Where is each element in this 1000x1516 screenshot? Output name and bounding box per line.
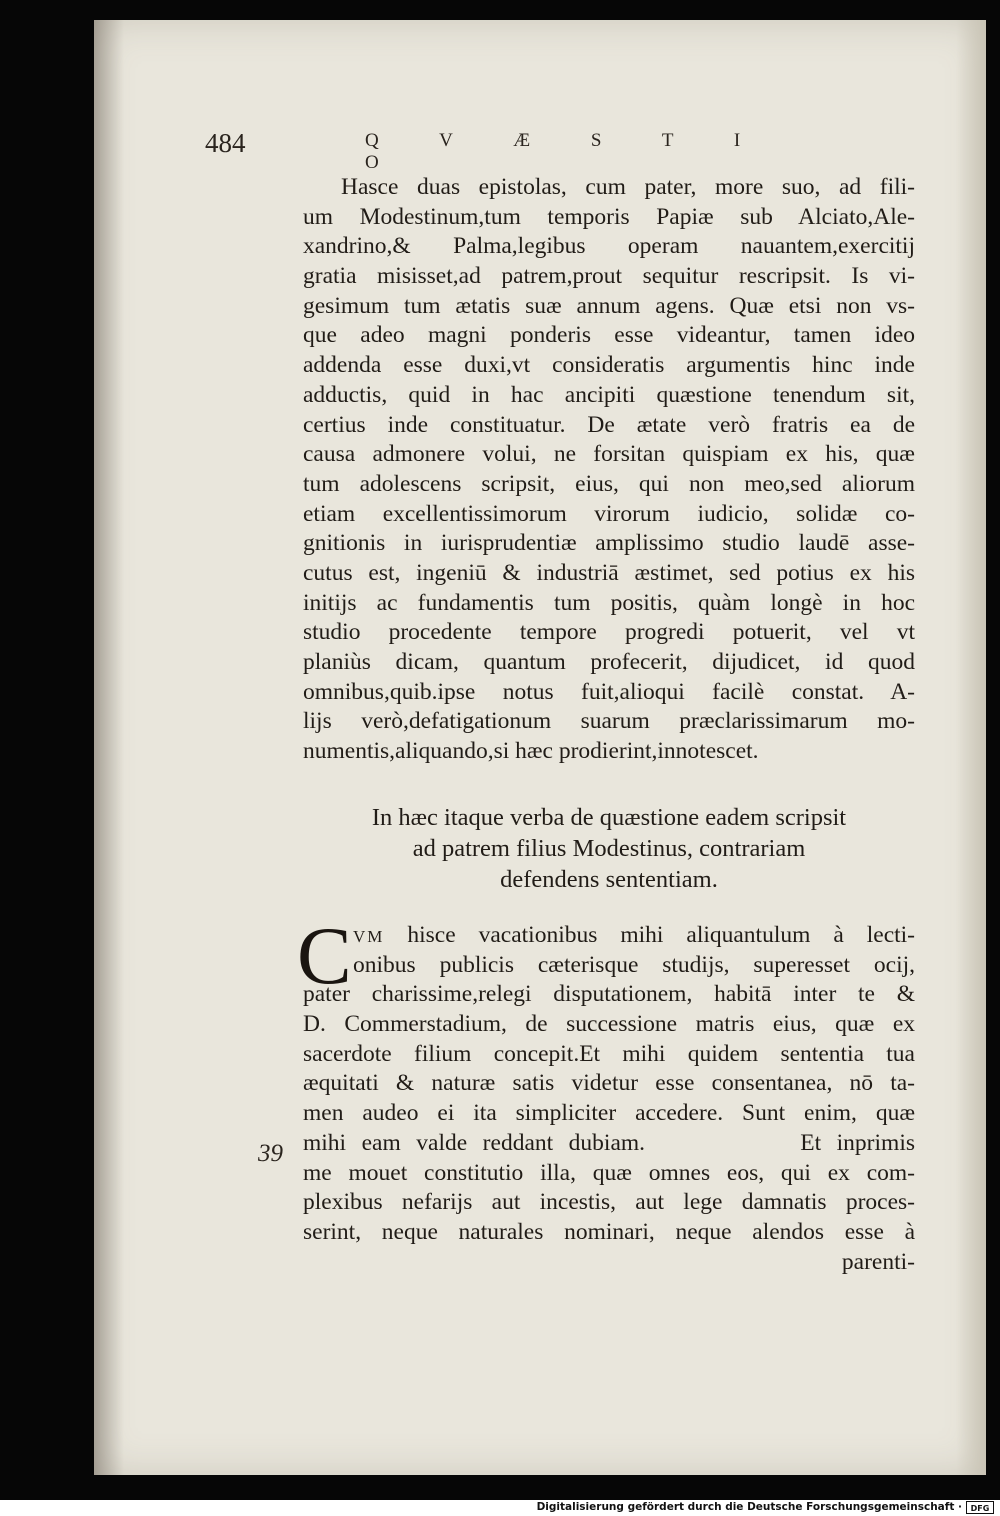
text-line: gratia misisset,ad patrem,prout sequitur rescripsit. Is vi- — [303, 263, 915, 290]
text-line: serint, neque naturales nominari, neque alendos esse à — [303, 1218, 915, 1245]
text-line: etiam excellentissimorum virorum iudicio, solidæ co- — [303, 500, 915, 527]
text-line: que adeo magni ponderis esse videantur, tamen ideo — [303, 322, 915, 349]
drop-cap: C — [297, 910, 352, 1001]
text-line: certius inde constituatur. De ætate verò fratris ea de — [303, 411, 915, 438]
footer-credit: Digitalisierung gefördert durch die Deutsche Forschungsgemeinschaft · — [536, 1501, 962, 1513]
text-line — [303, 921, 915, 951]
catchword: parenti- — [841, 1248, 915, 1275]
text-line: æquitati & naturæ satis videtur esse consentanea, nō ta- — [303, 1070, 915, 1097]
running-title: Q V Æ S T I O — [365, 130, 764, 173]
text-line: planiùs dicam, quantum profecerit, dijudicet, id quod — [303, 649, 915, 675]
page-header — [205, 128, 765, 173]
heading-line: defendens sententiam. — [500, 866, 718, 893]
section2-text — [297, 910, 916, 1277]
text-line: cutus est, ingeniū & industriā æstimet, sed potius ex his — [303, 559, 915, 586]
text-line: gesimum tum ætatis suæ annum agens. Quæ etsi non vs- — [303, 292, 915, 319]
gutter-shadow — [94, 20, 124, 1475]
text-line: omnibus,quib.ipse notus fuit,alioqui facilè constat. A- — [303, 678, 915, 705]
text-line: um Modestinum,tum temporis Papiæ sub Alciato,Ale- — [303, 203, 915, 230]
text-line: onibus publicis cæterisque studijs, superesset ocij, — [353, 951, 915, 978]
text-line: xandrino,& Palma,legibus operam nauantem,exercitij — [303, 233, 915, 260]
text-line: addenda esse duxi,vt consideratis argumentis hinc inde — [303, 352, 915, 379]
section-heading — [303, 802, 915, 895]
text-line: gnitionis in iurisprudentiæ amplissimo studio laudē asse- — [303, 530, 915, 557]
text-line: pater charissime,relegi disputationem, habitā inter te & — [303, 981, 915, 1008]
page-edge — [956, 20, 986, 1475]
text-line: numentis,aliquando,si hæc prodierint,innotescet. — [303, 738, 759, 765]
text-line: men audeo ei ita simpliciter accedere. Sunt enim, quæ — [303, 1100, 915, 1127]
text-line: me mouet constitutio illa, quæ omnes eos, qui ex com- — [303, 1159, 915, 1186]
text-line: causa admonere volui, ne forsitan quispiam ex his, quæ — [303, 441, 915, 468]
text-line: sacerdote filium concepit.Et mihi quidem sententia tua — [303, 1040, 915, 1067]
heading-line: ad patrem filius Modestinus, contrariam — [412, 835, 806, 862]
text-line: Hasce duas epistolas, cum pater, more suo, ad fili- — [341, 174, 915, 200]
text-line: adductis, quid in hac ancipiti quæstione tenendum sit, — [303, 381, 915, 408]
heading-line: In hæc itaque verba de quæstione eadem scripsit — [371, 804, 847, 831]
text-line: D. Commerstadium, de successione matris eius, quæ ex — [303, 1011, 915, 1038]
text-line: studio procedente tempore progredi potuerit, vel vt — [303, 619, 915, 646]
text-line: mihi eam valde reddant dubiam. Et inprimis — [303, 1129, 915, 1156]
first-line-text: hisce vacationibus mihi aliquantulum à lecti- — [407, 922, 916, 948]
small-caps-word: VM — [353, 927, 385, 946]
text-line: initijs ac fundamentis tum positis, quàm longè in hoc — [303, 589, 915, 616]
page-number: 484 — [205, 128, 246, 158]
footer-bar — [0, 1500, 1000, 1516]
text-line: lijs verò,defatigationum suarum præclarissimarum mo- — [303, 708, 915, 735]
margin-note: 39 — [258, 1140, 283, 1167]
section1-text — [303, 173, 915, 767]
text-line: plexibus nefarijs aut incestis, aut lege damnatis proces- — [303, 1189, 915, 1216]
dfg-logo-icon: DFG — [966, 1501, 994, 1514]
text-line: tum adolescens scripsit, eius, qui non meo,sed aliorum — [303, 470, 915, 497]
